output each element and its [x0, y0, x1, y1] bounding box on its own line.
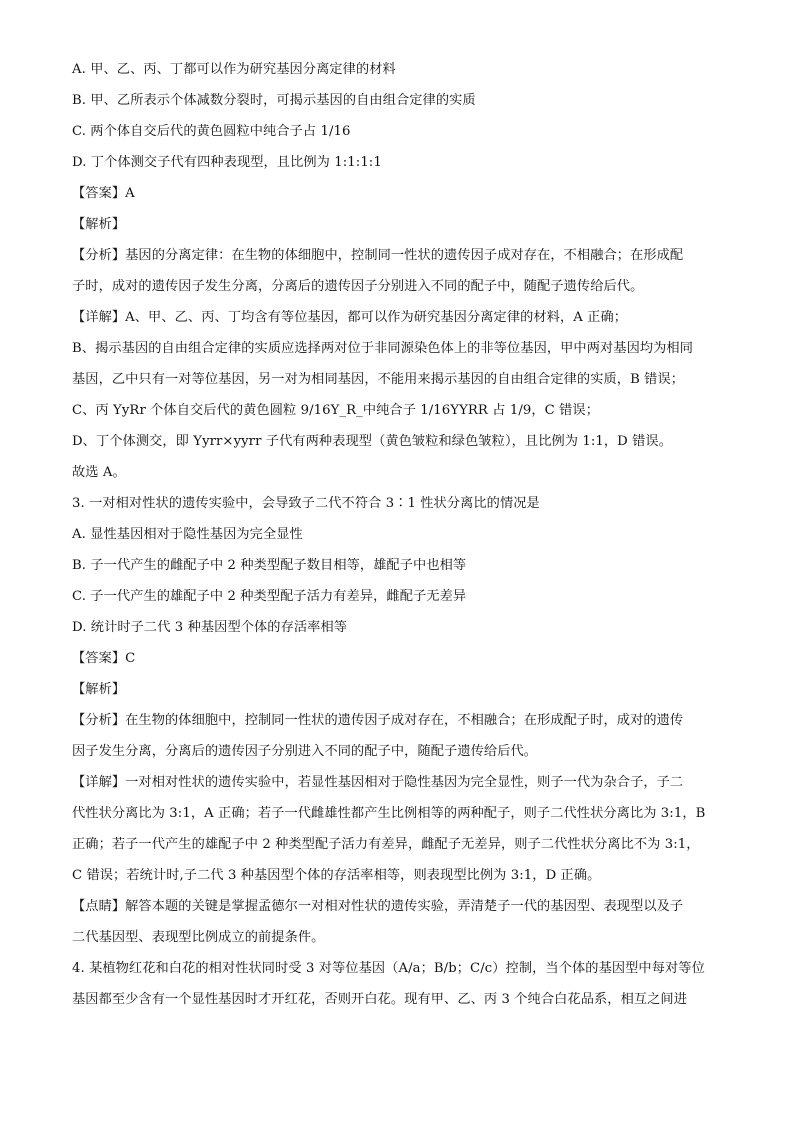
answer: 【答案】A: [72, 186, 135, 201]
q3-detail-text-3: 正确；若子一代产生的雄配子中 2 种类型配子活力有差异，雌配子无差异，则子二代性状分离比不为 3:1，: [72, 837, 700, 852]
question-3: 3. 一对相对性状的遗传实验中，会导致子二代不符合 3∶1 性状分离比的情况是: [72, 496, 540, 511]
q3-option-b: B. 子一代产生的雌配子中 2 种类型配子数目相等，雄配子中也相等: [72, 558, 467, 573]
detail-text-5: D、丁个体测交，即 Yyrr×yyrr 子代有两种表现型（黄色皱粒和绿色皱粒），且比例为 1:1，D 错误。: [72, 434, 673, 449]
option-a: A. 甲、乙、丙、丁都可以作为研究基因分离定律的材料: [72, 62, 396, 77]
q3-tip-text-1: 【点睛】解答本题的关键是掌握孟德尔一对相对性状的遗传实验，弄清楚子一代的基因型、表现型以及子: [72, 899, 684, 914]
option-c: C. 两个体自交后代的黄色圆粒中纯合子占 1/16: [72, 124, 351, 139]
analysis-text-1: 【分析】基因的分离定律：在生物的体细胞中，控制同一性状的遗传因子成对存在，不相融合；在形成配: [72, 248, 684, 263]
q3-analysis-text-2: 因子发生分离，分离后的遗传因子分别进入不同的配子中，随配子遗传给后代。: [72, 744, 538, 759]
q3-detail-text-4: C 错误；若统计时,子二代 3 种基因型个体的存活率相等，则表现型比例为 3:1，D 正确。: [72, 868, 601, 883]
q3-option-a: A. 显性基因相对于隐性基因为完全显性: [72, 527, 303, 542]
detail-text-2: B、揭示基因的自由组合定律的实质应选择两对位于非同源染色体上的非等位基因，甲中两对基因均为相同: [72, 341, 694, 356]
q3-option-c: C. 子一代产生的雄配子中 2 种类型配子活力有差异，雌配子无差异: [72, 589, 467, 604]
q3-answer: 【答案】C: [72, 651, 136, 666]
q3-detail-text-2: 代性状分离比为 3:1，A 正确；若子一代雌雄性都产生比例相等的两种配子，则子二代性状分离比为 3:1，B: [72, 806, 706, 821]
detail-text-1: 【详解】A、甲、乙、丙、丁均含有等位基因，都可以作为研究基因分离定律的材料，A 正确；: [72, 310, 628, 325]
q3-analysis-text-1: 【分析】在生物的体细胞中，控制同一性状的遗传因子成对存在，不相融合；在形成配子时，成对的遗传: [72, 713, 684, 728]
q3-tip-text-2: 二代基因型、表现型比例成立的前提条件。: [72, 930, 325, 945]
analysis-heading: 【解析】: [72, 217, 126, 232]
q3-detail-text-1: 【详解】一对相对性状的遗传实验中，若显性基因相对于隐性基因为完全显性，则子一代为杂合子，子二: [72, 775, 684, 790]
question-4-line-1: 4. 某植物红花和白花的相对性状同时受 3 对等位基因（A/a；B/b；C/c）控制，当个体的基因型中每对等位: [72, 961, 705, 976]
detail-text-4: C、丙 YyRr 个体自交后代的黄色圆粒 9/16Y_R_中纯合子 1/16YYRR 占 1/9，C 错误；: [72, 403, 599, 418]
q3-option-d: D. 统计时子二代 3 种基因型个体的存活率相等: [72, 620, 348, 635]
detail-text-3: 基因，乙中只有一对等位基因，另一对为相同基因，不能用来揭示基因的自由组合定律的实质，B 错误；: [72, 372, 685, 387]
q3-analysis-heading: 【解析】: [72, 682, 126, 697]
choose-answer: 故选 A。: [72, 465, 126, 480]
analysis-text-2: 子时，成对的遗传因子发生分离，分离后的遗传因子分别进入不同的配子中，随配子遗传给后代。: [72, 279, 644, 294]
question-4-line-2: 基因都至少含有一个显性基因时才开红花，否则开白花。现有甲、乙、丙 3 个纯合白花品系，相互之间进: [72, 992, 688, 1007]
option-d: D. 丁个体测交子代有四种表现型，且比例为 1:1:1:1: [72, 155, 382, 170]
option-b: B. 甲、乙所表示个体减数分裂时，可揭示基因的自由组合定律的实质: [72, 93, 476, 108]
